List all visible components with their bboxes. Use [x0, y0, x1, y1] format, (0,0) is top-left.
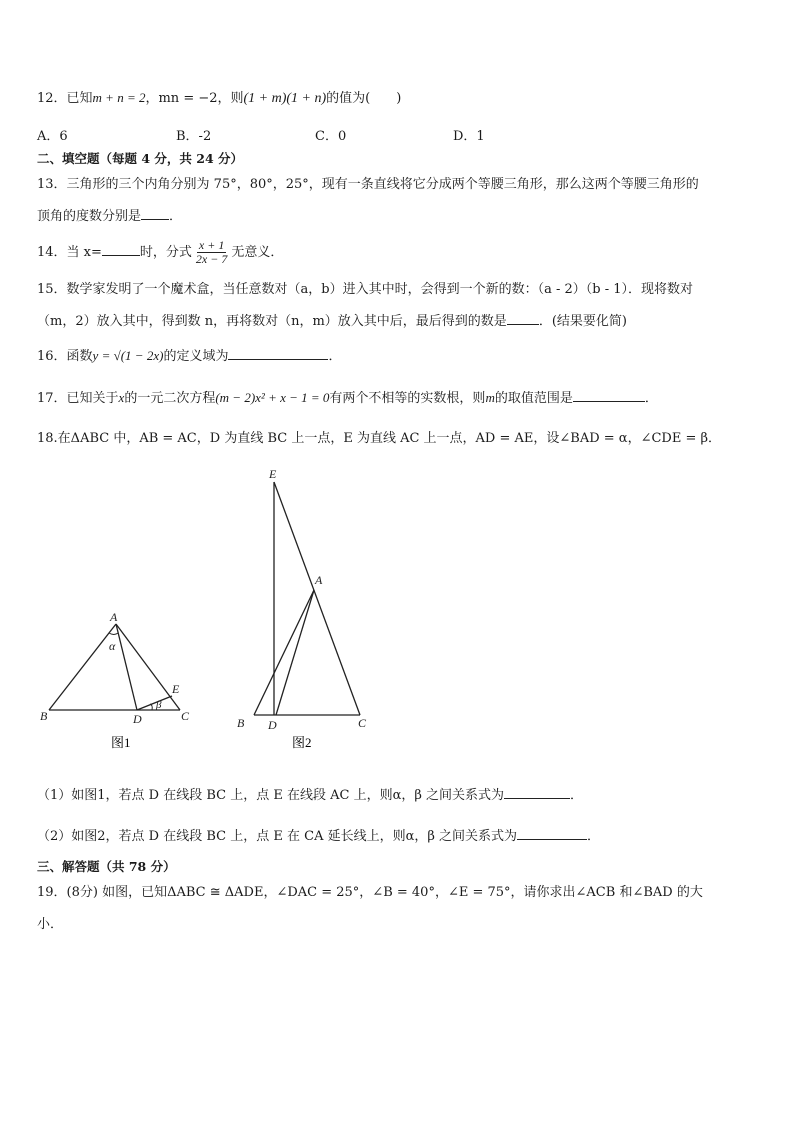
q15-text: （m，2）放入其中，得到数 n，再将数对（n，m）放入其中后，最后得到的数是	[37, 314, 507, 329]
q16-prefix: 16．函数	[37, 349, 93, 364]
q17-answer-blank[interactable]	[573, 389, 645, 402]
q15-end: ．(结果要化简)	[538, 314, 627, 329]
fig1-caption: 图1	[111, 735, 131, 750]
q13-text: 顶角的度数分别是	[37, 209, 142, 224]
q18-sub1-text: （1）如图1，若点 D 在线段 BC 上，点 E 在线段 AC 上，则α，β 之间关系式为	[37, 788, 505, 803]
q12-condition: m + n = 2	[92, 90, 146, 105]
q18-sub1-end: ．	[570, 788, 584, 803]
q14-stem	[37, 238, 283, 268]
q13-end: ．	[169, 209, 183, 224]
fig1-label-a: A	[110, 610, 118, 624]
q13-answer-blank[interactable]	[141, 207, 169, 220]
fig2-label-b: B	[237, 716, 245, 730]
fig1-label-b: B	[40, 709, 48, 723]
q18-sub2-text: （2）如图2，若点 D 在线段 BC 上，点 E 在 CA 延长线上，则α，β 之间关系式为	[37, 829, 518, 844]
q18-stem: 18.在ΔABC 中，AB = AC，D 为直线 BC 上一点，E 为直线 AC 上一点，AD = AE，设∠BAD = α，∠CDE = β．	[37, 431, 722, 446]
q15-line1: 15．数学家发明了一个魔术盒，当任意数对（a，b）进入其中时，会得到一个新的数：（a - 2）（b - 1）．现将数对	[37, 282, 694, 297]
q17-mid3: 的取值范围是	[494, 391, 573, 406]
q14-mid: 时，分式	[139, 245, 192, 260]
q14-answer-blank[interactable]	[102, 243, 140, 256]
q16-mid: 的定义域为	[163, 349, 229, 364]
fig1-segment-de	[137, 696, 172, 710]
q19-line1: 19．(8分) 如图，已知ΔABC ≅ ΔADE，∠DAC = 25°，∠B = 40°，∠E = 75°，请你求出∠ACB 和∠BAD 的大	[37, 885, 703, 900]
q17-equation: (m − 2)x² + x − 1 = 0	[215, 390, 330, 405]
q17-prefix: 17．已知关于	[37, 391, 119, 406]
q17-mid: 的一元二次方程	[124, 391, 216, 406]
q17-mid2: 有两个不相等的实数根，则	[329, 391, 486, 406]
q19-line2: 小．	[37, 917, 64, 932]
q13-line2	[37, 207, 182, 226]
fig2-label-c: C	[358, 716, 367, 730]
q18-sub1	[37, 786, 583, 805]
q16-end: ．	[328, 349, 342, 364]
q18-sub2	[37, 827, 600, 846]
q12-suffix: 的值为( )	[326, 91, 402, 106]
q14-suffix: 无意义．	[231, 245, 284, 260]
q14-prefix: 14．当 x=	[37, 245, 102, 260]
q12-option-d[interactable]: D．1	[453, 129, 485, 144]
q17-var-x: x	[118, 390, 125, 405]
fig2-caption: 图2	[292, 735, 312, 750]
fig1-label-e: E	[172, 682, 180, 696]
q15-line2	[37, 312, 627, 331]
q14-denominator: 2x − 7	[195, 252, 228, 266]
fig2-segment-ab	[254, 590, 314, 715]
fig1-alpha-arc	[109, 633, 118, 635]
q12-stem	[37, 89, 401, 108]
q12-sep: ，mn = −2，则	[145, 91, 244, 106]
q18-sub1-answer-blank[interactable]	[504, 786, 570, 799]
q15-answer-blank[interactable]	[507, 312, 539, 325]
q14-fraction	[194, 239, 229, 266]
q16-answer-blank[interactable]	[228, 347, 328, 360]
q16-stem	[37, 347, 341, 366]
fig1-label-alpha: α	[109, 639, 116, 653]
fig2-label-a: A	[315, 573, 323, 587]
q12-option-b[interactable]: B．-2	[176, 129, 212, 144]
q12-prefix: 12．已知	[37, 91, 93, 106]
figure-2	[230, 460, 380, 755]
q16-formula: y = √(1 − 2x)	[92, 348, 164, 363]
fig1-segment-ab	[49, 624, 116, 710]
q18-sub2-answer-blank[interactable]	[517, 827, 587, 840]
fig1-label-c: C	[181, 709, 190, 723]
q12-option-a[interactable]: A．6	[37, 129, 68, 144]
section-fill-in-title: 二、填空题（每题 4 分，共 24 分）	[37, 151, 244, 166]
q17-stem	[37, 389, 658, 408]
q14-numerator: x + 1	[198, 238, 225, 252]
q12-expression: (1 + m)(1 + n)	[243, 91, 327, 106]
fig2-segment-ad	[276, 590, 314, 715]
q13-line1: 13．三角形的三个内角分别为 75°，80°，25°，现有一条直线将它分成两个等腰三角形，那么这两个等腰三角形的	[37, 177, 699, 192]
q17-var-m: m	[485, 390, 495, 405]
section-solve-title: 三、解答题（共 78 分）	[37, 859, 176, 874]
fig1-label-beta: β	[156, 699, 162, 711]
fig2-label-e: E	[269, 467, 277, 481]
q12-option-c[interactable]: C．0	[315, 129, 347, 144]
fig1-segment-ad	[116, 624, 137, 710]
fig2-label-d: D	[268, 718, 277, 732]
fig1-label-d: D	[133, 712, 142, 726]
q18-sub2-end: ．	[587, 829, 601, 844]
q17-end: ．	[644, 391, 658, 406]
figure-1	[36, 600, 206, 755]
